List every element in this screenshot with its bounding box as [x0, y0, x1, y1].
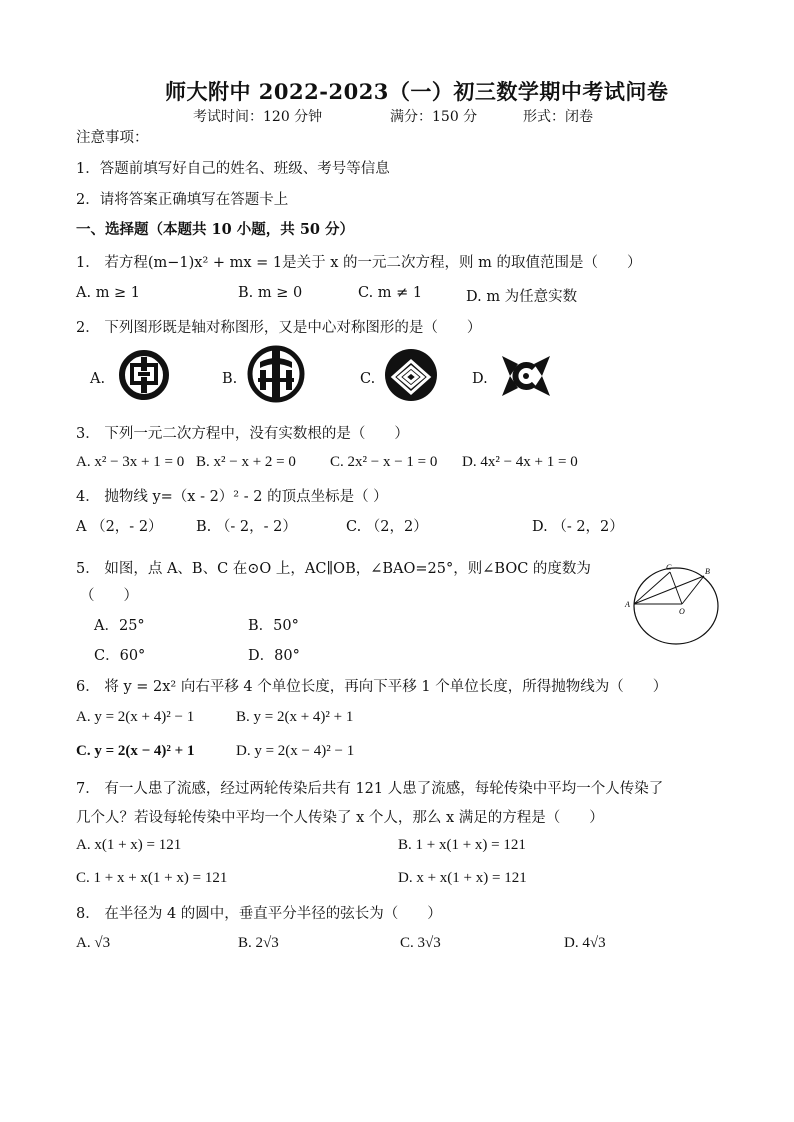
q4-stem: 4． 抛物线 y=（x - 2）² - 2 的顶点坐标是（ ） [76, 489, 388, 505]
q5-label-a: A [625, 600, 630, 609]
q7-stem-line-1: 7． 有一人患了流感，经过两轮传染后共有 121 人患了流感，每轮传染中平均一个人传染了 [76, 781, 664, 797]
q5-option-a: A．25° [94, 618, 145, 634]
q1-option-a: A. m ≥ 1 [76, 285, 141, 301]
q3-option-c: C. 2x² − x − 1 = 0 [330, 454, 438, 470]
q2-option-d: D. [472, 371, 488, 387]
exam-score: 满分：150 分 [390, 109, 478, 125]
q7-option-b: B. 1 + x(1 + x) = 121 [398, 837, 526, 853]
q2-option-c: C. [360, 371, 376, 387]
q5-label-b: B [705, 567, 710, 576]
q5-label-c: C [666, 563, 672, 572]
q6-stem: 6． 将 y = 2x² 向右平移 4 个单位长度，再向下平移 1 个单位长度，所得抛物线为（ ） [76, 679, 668, 695]
q7-option-a: A. x(1 + x) = 121 [76, 837, 182, 853]
q5-paren: （ ） [80, 588, 138, 604]
q1-stem: 1． 若方程(m−1)x² + mx = 1是关于 x 的一元二次方程，则 m 的取值范围是（ ） [76, 255, 642, 271]
q2-option-a: A. [90, 371, 106, 387]
notes-item-2: 2．请将答案正确填写在答题卡上 [76, 192, 289, 208]
q5-option-b: B．50° [248, 618, 299, 634]
q5-stem: 5． 如图，点 A、B、C 在⊙O 上，AC∥OB，∠BAO=25°，则∠BOC 的度数为 [76, 561, 591, 577]
logo-b-icon [246, 344, 306, 404]
q3-option-b: B. x² − x + 2 = 0 [196, 454, 296, 470]
q1-option-b: B. m ≥ 0 [238, 285, 303, 301]
logo-d-icon [496, 350, 556, 402]
q6-option-d: D. y = 2(x − 4)² − 1 [236, 743, 355, 759]
q2-option-b: B. [222, 371, 238, 387]
q8-option-d: D. 4√3 [564, 935, 606, 951]
exam-form: 形式：闭卷 [523, 109, 593, 125]
notes-heading: 注意事项： [76, 130, 149, 146]
q7-stem-line-2: 几个人？若设每轮传染中平均一个人传染了 x 个人，那么 x 满足的方程是（ ） [76, 810, 604, 826]
notes-item-1: 1．答题前填写好自己的姓名、班级、考号等信息 [76, 161, 390, 177]
q6-option-a: A. y = 2(x + 4)² − 1 [76, 709, 195, 725]
q1-option-c: C. m ≠ 1 [358, 285, 423, 301]
q5-label-o: O [679, 607, 685, 616]
q2-stem: 2． 下列图形既是轴对称图形，又是中心对称图形的是（ ） [76, 320, 482, 336]
section-heading: 一、选择题（本题共 10 小题，共 50 分） [76, 221, 355, 238]
q6-option-c: C. y = 2(x − 4)² + 1 [76, 743, 195, 759]
q3-stem: 3． 下列一元二次方程中，没有实数根的是（ ） [76, 426, 409, 442]
q3-option-a: A. x² − 3x + 1 = 0 [76, 454, 185, 470]
q5-option-c: C．60° [94, 648, 146, 664]
q7-option-c: C. 1 + x + x(1 + x) = 121 [76, 870, 228, 886]
q8-stem: 8． 在半径为 4 的圆中，垂直平分半径的弦长为（ ） [76, 906, 442, 922]
q4-option-c: C. （2，2） [346, 519, 428, 535]
q3-option-d: D. 4x² − 4x + 1 = 0 [462, 454, 578, 470]
q1-option-d: D. m 为任意实数 [466, 289, 578, 305]
q8-option-b: B. 2√3 [238, 935, 279, 951]
q4-option-b: B. （- 2，- 2） [196, 519, 297, 535]
exam-time: 考试时间：120 分钟 [193, 109, 323, 125]
logo-c-icon [383, 347, 439, 403]
q4-option-d: D. （- 2，2） [532, 519, 624, 535]
q8-option-a: A. √3 [76, 935, 111, 951]
logo-a-icon [118, 349, 170, 401]
page-title: 师大附中 2022-2023（一）初三数学期中考试问卷 [165, 79, 669, 104]
q4-option-a: A （2，- 2） [76, 519, 163, 535]
q6-option-b: B. y = 2(x + 4)² + 1 [236, 709, 354, 725]
q7-option-d: D. x + x(1 + x) = 121 [398, 870, 527, 886]
q5-circle-figure [624, 562, 724, 646]
q5-option-d: D．80° [248, 648, 300, 664]
q8-option-c: C. 3√3 [400, 935, 441, 951]
